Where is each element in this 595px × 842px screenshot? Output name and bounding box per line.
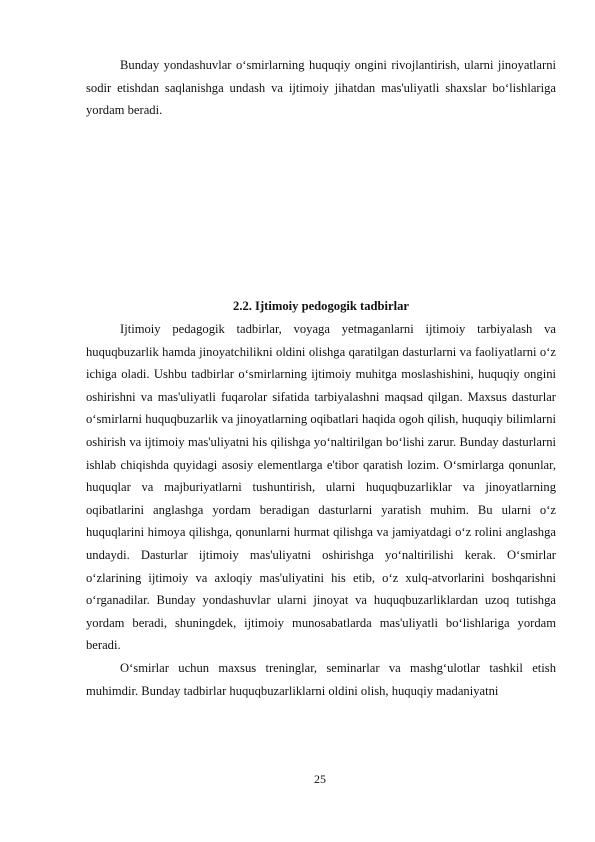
body-paragraph-1: Ijtimoiy pedagogik tadbirlar, voyaga yetmaganlarni ijtimoiy tarbiyalash va huquqbuzarlik hamda jinoyatchilikni oldini olishga qaratilgan dasturlarni va faoliyatlarni o‘z ichiga oladi. Ushbu tadbirlar o‘smirlarning ijtimoiy muhitga moslashishini, huquqiy ongini oshirishni va mas'uliyatli fuqarolar sifatida tarbiyalashni maqsad qilgan. Maxsus dasturlar o‘smirlarni huquqbuzarlik va jinoyatlarning oqibatlari haqida ogoh qilish, huquqiy bilimlarni oshirish va ijtimoiy mas'uliyatni his qilishga yo‘naltirilgan bo‘lishi zarur. Bunday dasturlarni ishlab chiqishda quyidagi asosiy elementlarga e'tibor qaratish lozim. O‘smirlarga qonunlar, huquqlar va majburiyatlarni tushuntirish, ularni huquqbuzarliklar va jinoyatlarning oqibatlarini anglashga yordam beradigan dasturlarni yaratish muhim. Bu ularni o‘z huquqlarini himoya qilishga, qonunlarni hurmat qilishga va jamiyatdagi o‘z rolini anglashga undaydi. Dasturlar ijtimoiy mas'uliyatni oshirishga yo‘naltirilishi kerak. O‘smirlar o‘zlarining ijtimoiy va axloqiy mas'uliyatini his etib, o‘z xulq-atvorlarini boshqarishni o‘rganadilar. Bunday yondashuvlar ularni jinoyat va huquqbuzarliklardan uzoq tutishga yordam beradi, shuningdek, ijtimoiy munosabatlarda mas'uliyatli bo‘lishlariga yordam beradi. <box>86 322 556 653</box>
intro-text-block <box>86 54 556 122</box>
section-body <box>86 318 556 702</box>
page-number: 25 <box>314 772 326 786</box>
section-heading: 2.2. Ijtimoiy pedogogik tadbirlar <box>233 299 409 313</box>
body-paragraph-2: O‘smirlar uchun maxsus treninglar, seminarlar va mashg‘ulotlar tashkil etish muhimdir. Bunday tadbirlar huquqbuzarliklarni oldini olish, huquqiy madaniyatni <box>86 660 556 698</box>
intro-paragraph: Bunday yondashuvlar o‘smirlarning huquqiy ongini rivojlantirish, ularni jinoyatlarni sodir etishdan saqlanishga undash va ijtimoiy jihatdan mas'uliyatli shaxslar bo‘lishlariga yordam beradi. <box>86 58 556 118</box>
